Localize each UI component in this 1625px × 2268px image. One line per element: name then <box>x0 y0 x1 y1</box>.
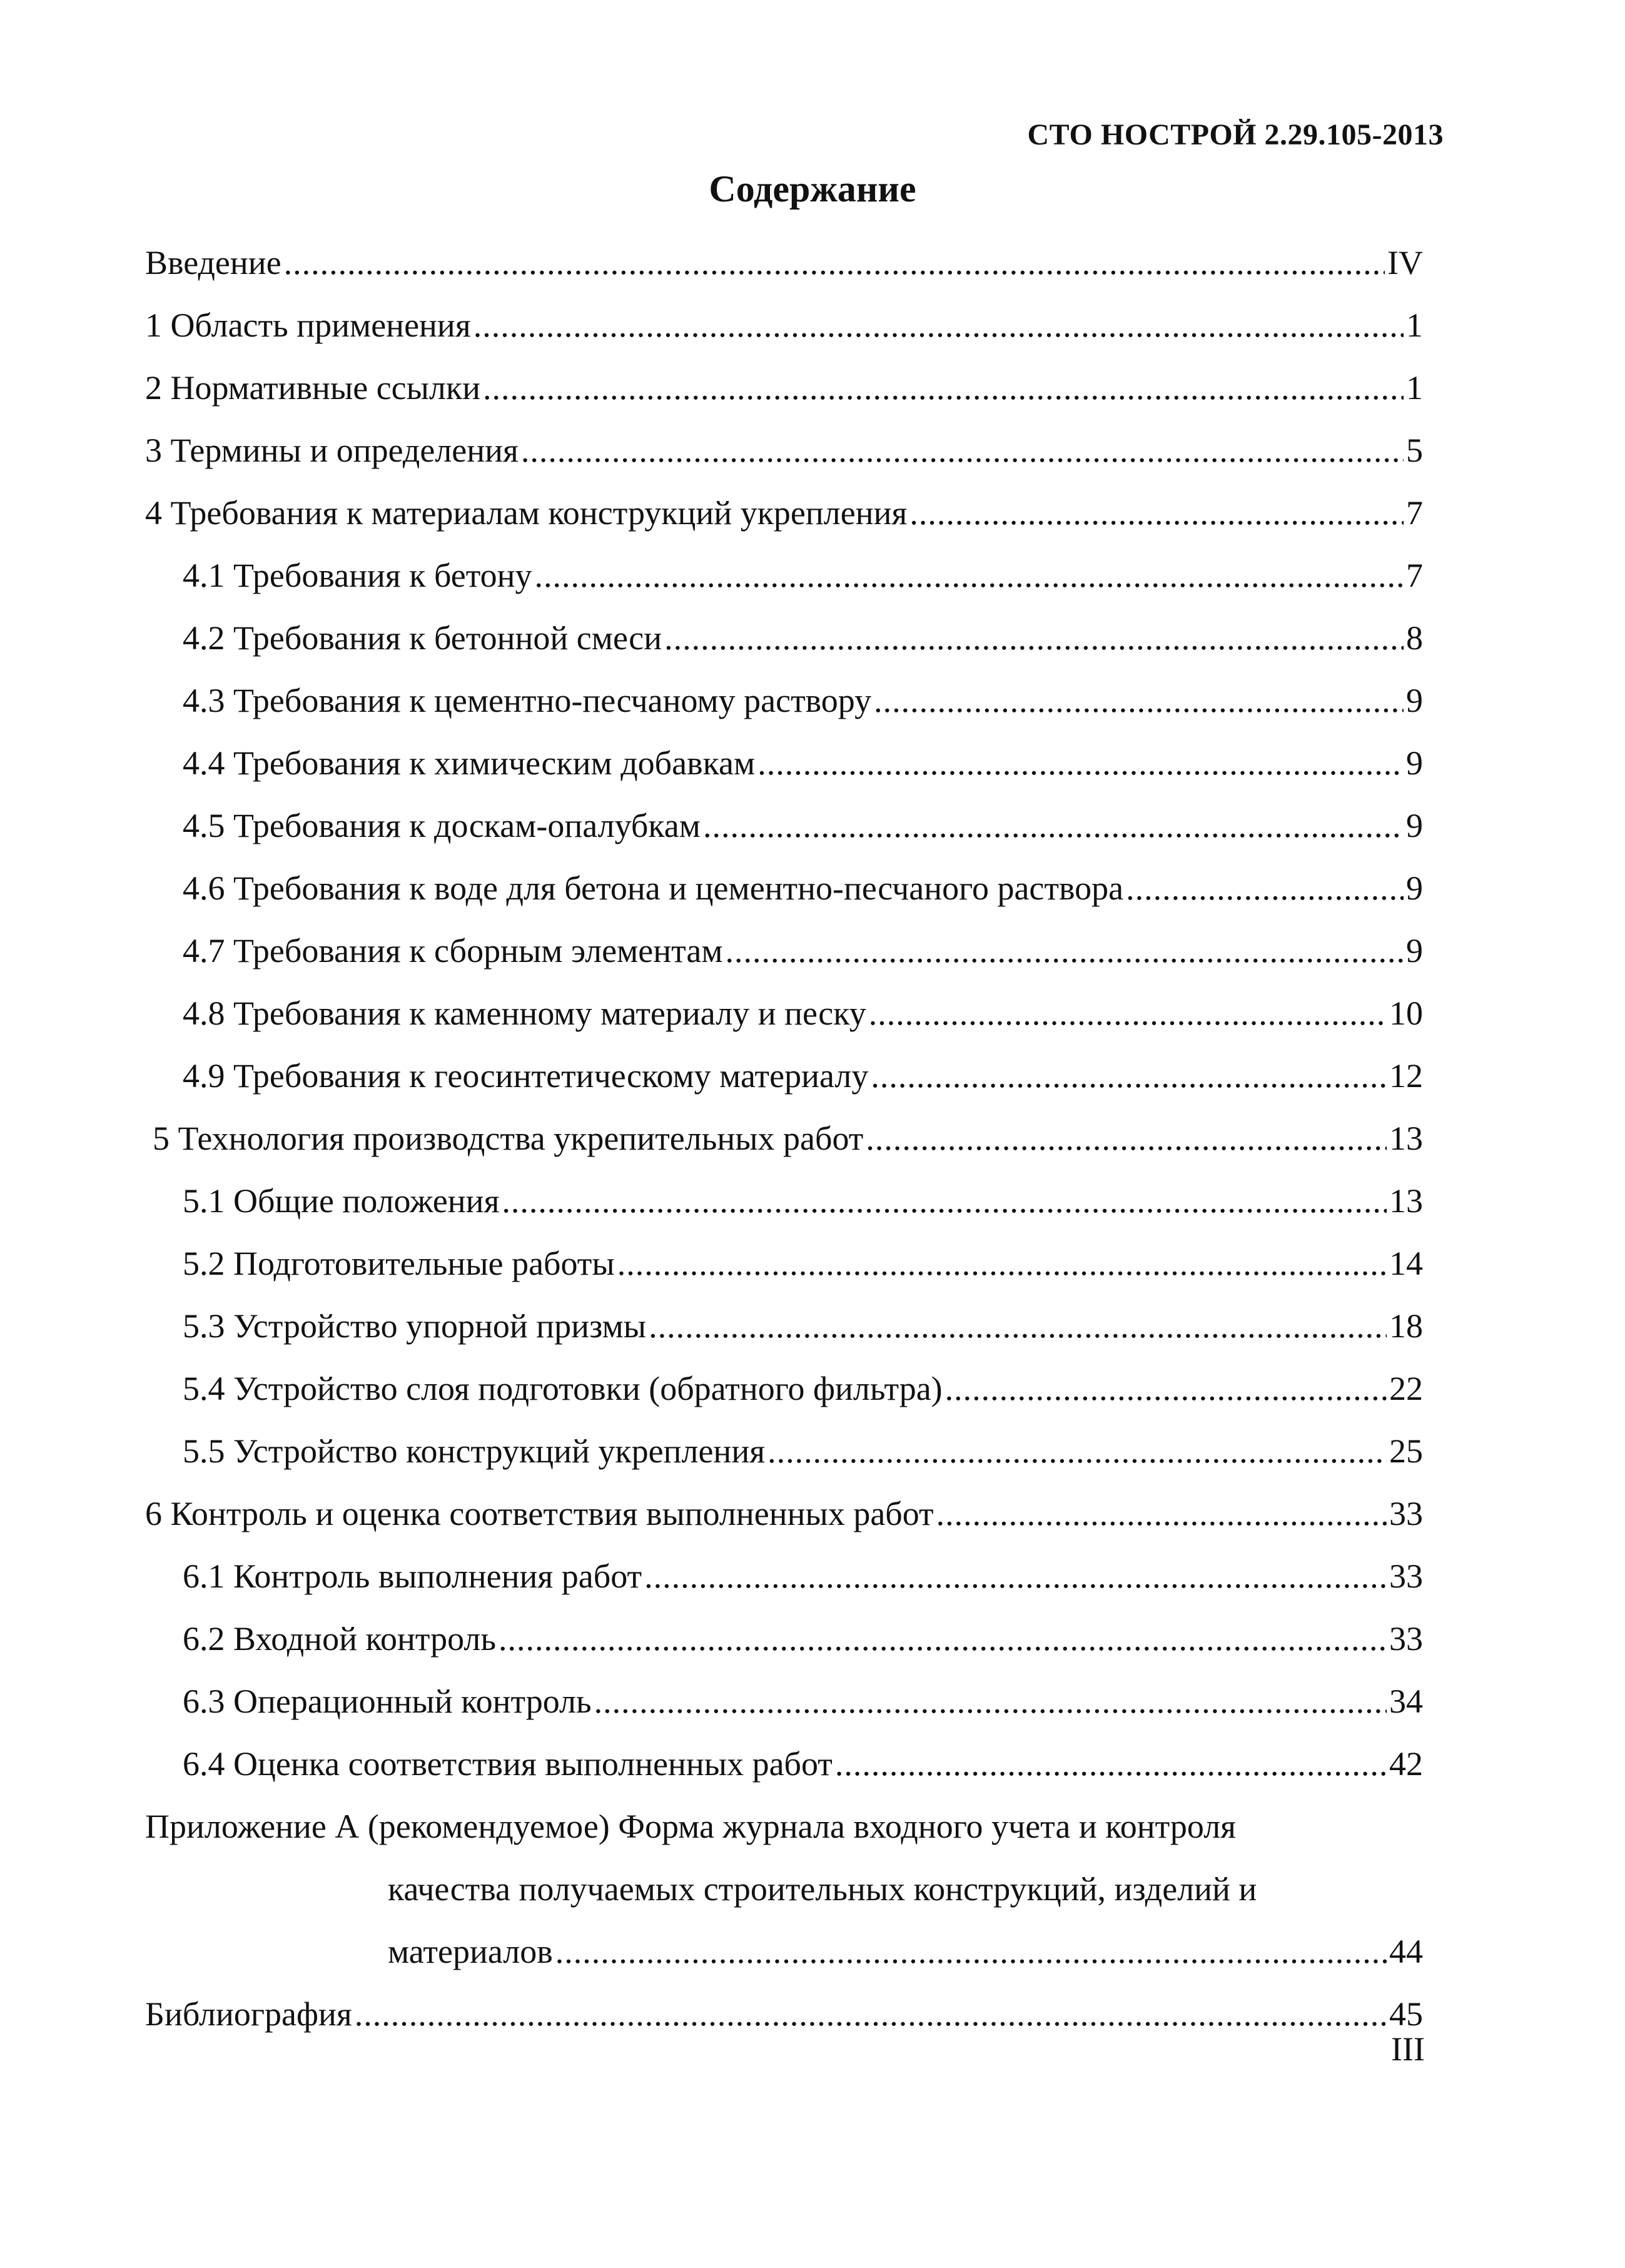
toc-entry-label: 4.8 Требования к каменному материалу и песку <box>183 995 866 1032</box>
toc-entry-page: 45 <box>1389 1995 1423 2033</box>
toc-leader-dots <box>866 1107 1387 1170</box>
toc-leader-dots <box>909 482 1404 544</box>
toc-leader-dots <box>767 1420 1387 1482</box>
toc-entry-label: 4.6 Требования к воде для бетона и цементно-песчаного раствора <box>183 869 1124 907</box>
toc-entry-page: 9 <box>1406 744 1423 782</box>
toc-entry-page: 7 <box>1406 494 1423 532</box>
toc-entry-label: 5.1 Общие положения <box>183 1182 500 1220</box>
toc-entry-label: 5 Технология производства укрепительных работ <box>153 1120 864 1157</box>
toc-leader-dots <box>649 1295 1387 1357</box>
toc-title: Содержание <box>709 168 916 210</box>
appendix-title-line: Приложение А (рекомендуемое) Форма журнала входного учета и контроля <box>145 1808 1237 1845</box>
toc-entry-page: 34 <box>1389 1683 1423 1720</box>
toc-entry[interactable] <box>145 357 1423 419</box>
appendix-title-line: материалов <box>388 1933 553 1970</box>
toc-entry-label: 4.9 Требования к геосинтетическому материалу <box>183 1057 869 1095</box>
toc-leader-dots <box>473 294 1404 357</box>
toc-entry-page: 33 <box>1389 1620 1423 1658</box>
toc-entry-label: 5.3 Устройство упорной призмы <box>183 1307 647 1345</box>
toc-leader-dots <box>594 1670 1387 1733</box>
page-number: III <box>1391 2030 1425 2068</box>
toc-leader-dots <box>535 544 1404 607</box>
toc-subentry[interactable] <box>145 1232 1423 1295</box>
toc-leader-dots <box>617 1232 1387 1295</box>
toc-subentry[interactable] <box>145 982 1423 1045</box>
toc-entry-page: 12 <box>1389 1057 1423 1095</box>
document-code: СТО НОСТРОЙ 2.29.105-2013 <box>1027 118 1444 151</box>
toc-entry-label: 1 Область применения <box>145 306 471 344</box>
toc-subentry[interactable] <box>145 1357 1423 1420</box>
toc-subentry[interactable] <box>145 669 1423 732</box>
toc-entry-label: 6.1 Контроль выполнения работ <box>183 1557 642 1595</box>
toc-leader-dots <box>757 732 1404 794</box>
toc-entry-label: 4.1 Требования к бетону <box>183 557 532 594</box>
toc-entry-label: 6.4 Оценка соответствия выполненных работ <box>183 1745 833 1783</box>
toc-subentry[interactable] <box>145 857 1423 919</box>
toc-leader-dots <box>945 1357 1387 1420</box>
toc-leader-dots <box>835 1733 1387 1795</box>
toc-entry[interactable] <box>145 294 1423 357</box>
toc-leader-dots <box>521 419 1404 482</box>
toc-entry-page: 18 <box>1389 1307 1423 1345</box>
toc-leader-dots <box>502 1170 1387 1232</box>
toc-subentry[interactable] <box>145 1607 1423 1670</box>
toc-subentry[interactable] <box>145 1545 1423 1607</box>
toc-entry-label: 4.7 Требования к сборным элементам <box>183 932 723 969</box>
toc-entry-label: 5.5 Устройство конструкций укрепления <box>183 1432 766 1470</box>
toc-subentry[interactable] <box>145 1670 1423 1733</box>
appendix-last-line <box>145 1920 1423 1983</box>
toc-subentry[interactable] <box>145 1295 1423 1357</box>
toc-leader-dots <box>555 1920 1387 1983</box>
toc-entry-page: 10 <box>1389 995 1423 1032</box>
toc-entry-page: IV <box>1387 244 1423 281</box>
toc-entry-page: 14 <box>1389 1245 1423 1282</box>
toc-leader-dots <box>284 231 1385 294</box>
toc-entry-page: 1 <box>1406 369 1423 407</box>
toc-leader-dots <box>871 1045 1387 1107</box>
toc-entry-page: 42 <box>1389 1745 1423 1783</box>
toc-entry-label: 6 Контроль и оценка соответствия выполненных работ <box>145 1495 934 1532</box>
toc-subentry[interactable] <box>145 1170 1423 1232</box>
toc-entry[interactable] <box>145 1482 1423 1545</box>
toc-entry-page: 33 <box>1389 1557 1423 1595</box>
toc-subentry[interactable] <box>145 1045 1423 1107</box>
toc-leader-dots <box>644 1545 1387 1607</box>
toc-entry-label: 4.3 Требования к цементно-песчаному раствору <box>183 682 872 719</box>
toc-entry-page: 9 <box>1406 932 1423 969</box>
toc-entry-label: 3 Термины и определения <box>145 432 519 469</box>
toc-entry-page: 33 <box>1389 1495 1423 1532</box>
toc-leader-dots <box>499 1607 1387 1670</box>
toc-entry-label: 4.5 Требования к доскам-опалубкам <box>183 807 701 844</box>
toc-entry[interactable] <box>145 231 1423 294</box>
toc-entry-label: 4 Требования к материалам конструкций укрепления <box>145 494 908 532</box>
toc-entry-label: 5.2 Подготовительные работы <box>183 1245 615 1282</box>
toc-subentry[interactable] <box>145 544 1423 607</box>
toc-entry[interactable] <box>145 419 1423 482</box>
toc-entry-label: 4.4 Требования к химическим добавкам <box>183 744 756 782</box>
toc-entry-page: 9 <box>1406 807 1423 844</box>
toc-entry-page: 13 <box>1389 1182 1423 1220</box>
toc-subentry[interactable] <box>145 1733 1423 1795</box>
toc-subentry[interactable] <box>145 732 1423 794</box>
toc-leader-dots <box>664 607 1404 669</box>
toc-entry-label: 5.4 Устройство слоя подготовки (обратного фильтра) <box>183 1370 943 1407</box>
toc-entry[interactable] <box>145 1107 1423 1170</box>
toc-entry-label: 6.3 Операционный контроль <box>183 1683 592 1720</box>
toc-entry-page: 22 <box>1389 1370 1423 1407</box>
toc-entry-page: 5 <box>1406 432 1423 469</box>
toc-subentry[interactable] <box>145 607 1423 669</box>
toc-entry-page: 25 <box>1389 1432 1423 1470</box>
toc-appendix[interactable] <box>145 1795 1423 1983</box>
toc-entry-page: 9 <box>1406 869 1423 907</box>
toc-subentry[interactable] <box>145 1420 1423 1482</box>
toc-entry-page: 9 <box>1406 682 1423 719</box>
toc-subentry[interactable] <box>145 794 1423 857</box>
toc-entry-label: Введение <box>145 244 281 281</box>
toc-entry-label: 2 Нормативные ссылки <box>145 369 480 407</box>
toc-leader-dots <box>869 982 1387 1045</box>
appendix-title-line: качества получаемых строительных конструкций, изделий и <box>388 1870 1257 1908</box>
toc-leader-dots <box>483 357 1404 419</box>
toc-entry-page: 8 <box>1406 619 1423 657</box>
toc-entry-label: 4.2 Требования к бетонной смеси <box>183 619 662 657</box>
toc-entry-page: 44 <box>1389 1933 1423 1970</box>
toc-leader-dots <box>726 919 1404 982</box>
toc-entry-label: Библиография <box>145 1995 352 2033</box>
toc-bibliography[interactable] <box>145 1983 1423 2045</box>
toc-entry-label: 6.2 Входной контроль <box>183 1620 496 1658</box>
table-of-contents <box>145 231 1423 2045</box>
toc-leader-dots <box>874 669 1404 732</box>
toc-entry-page: 1 <box>1406 306 1423 344</box>
toc-subentry[interactable] <box>145 919 1423 982</box>
toc-leader-dots <box>1126 857 1404 919</box>
toc-entry[interactable] <box>145 482 1423 544</box>
toc-entry-page: 7 <box>1406 557 1423 594</box>
toc-leader-dots <box>703 794 1404 857</box>
toc-leader-dots <box>936 1482 1387 1545</box>
toc-entry-page: 13 <box>1389 1120 1423 1157</box>
toc-leader-dots <box>355 1983 1387 2045</box>
